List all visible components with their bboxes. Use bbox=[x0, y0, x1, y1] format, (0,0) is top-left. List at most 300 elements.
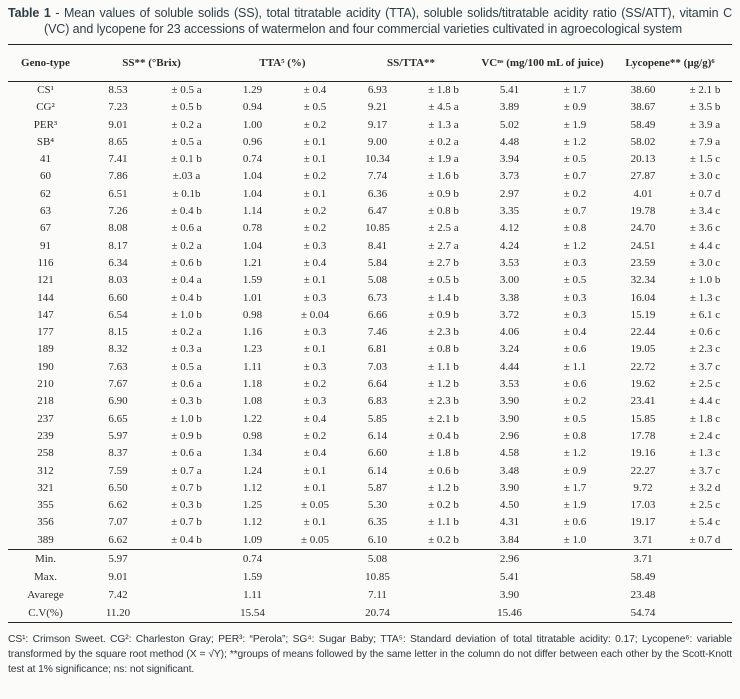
cell-sd: ± 3.2 d bbox=[689, 481, 721, 494]
cell-sd: ± 0.8 b bbox=[428, 343, 459, 356]
table-row bbox=[8, 497, 732, 514]
cell-sd: ± 0.6 b bbox=[428, 464, 459, 477]
cell-sd: ± 0.9 b bbox=[428, 187, 459, 200]
summary-value: 7.42 bbox=[108, 589, 128, 602]
cell-sd: ± 1.5 c bbox=[689, 153, 721, 166]
summary-label: Max. bbox=[34, 571, 57, 584]
cell-mean: 6.90 bbox=[108, 395, 128, 408]
table-row bbox=[8, 445, 732, 462]
data-table bbox=[8, 44, 732, 623]
cell-mean: 6.50 bbox=[108, 481, 128, 494]
summary-value: 5.97 bbox=[83, 550, 153, 569]
summary-empty bbox=[285, 586, 345, 604]
table-row bbox=[8, 324, 732, 341]
cell-sd: ± 0.6 bbox=[563, 516, 587, 529]
cell-mean: 1.16 bbox=[242, 326, 263, 339]
cell-mean: 0.94 bbox=[242, 101, 263, 114]
summary-empty bbox=[285, 568, 345, 586]
table-row bbox=[8, 203, 732, 220]
cell-sd: ± 0.2 b bbox=[428, 533, 459, 546]
cell-sd: ±.03 a bbox=[172, 170, 201, 183]
cell-sd: ± 1.0 b bbox=[171, 412, 202, 425]
cell-sd: ± 0.3 bbox=[563, 291, 587, 304]
cell-mean: 22.72 bbox=[630, 360, 656, 373]
summary-value: 15.46 bbox=[497, 607, 522, 620]
cell-mean: 17.78 bbox=[630, 429, 656, 442]
cell-mean: 8.15 bbox=[108, 326, 128, 339]
cell-mean: 8.17 bbox=[108, 239, 128, 252]
table-title-text: - Mean values of soluble solids (SS), total titratable acidity (TTA), soluble solids/titratable acidity ratio (SS/ATT), vitamin C (VC) and lycopene for 23 accessions of watermelon and four commercial varieties cultivated in agroecological system bbox=[44, 6, 732, 36]
cell-sd: ± 1.7 bbox=[563, 481, 587, 494]
table-row bbox=[8, 480, 732, 497]
cell-genotype: 63 bbox=[40, 205, 51, 218]
cell-sd: ± 1.1 bbox=[563, 360, 587, 373]
cell-mean: 1.04 bbox=[242, 187, 263, 200]
cell-sd: ± 1.2 b bbox=[428, 378, 459, 391]
cell-sd: ± 4.4 c bbox=[689, 239, 721, 252]
cell-genotype: 389 bbox=[37, 533, 54, 546]
cell-mean: 8.03 bbox=[108, 274, 128, 287]
cell-sd: ± 0.5 a bbox=[171, 135, 202, 148]
cell-mean: 1.21 bbox=[242, 256, 263, 269]
cell-sd: ± 0.05 bbox=[300, 533, 330, 546]
cell-sd: ± 0.1 bbox=[303, 274, 327, 287]
cell-sd: ± 0.8 b bbox=[428, 205, 459, 218]
cell-mean: 32.34 bbox=[630, 274, 656, 287]
cell-sd: ± 4.5 a bbox=[428, 101, 459, 114]
cell-mean: 1.11 bbox=[243, 360, 262, 373]
summary-value: 15.54 bbox=[240, 607, 265, 620]
cell-genotype: 41 bbox=[40, 153, 51, 166]
cell-sd: ± 0.3 bbox=[303, 360, 327, 373]
cell-sd: ± 0.6 a bbox=[171, 447, 202, 460]
table-row bbox=[8, 393, 732, 410]
cell-mean: 3.90 bbox=[499, 412, 520, 425]
cell-sd: ± 0.3 b bbox=[171, 395, 202, 408]
cell-mean: 1.24 bbox=[242, 464, 263, 477]
header-ss-tta-ratio: SS/TTA** bbox=[345, 45, 477, 82]
cell-sd: ± 0.3 b bbox=[171, 499, 202, 512]
cell-mean: 7.59 bbox=[108, 464, 128, 477]
cell-mean: 6.34 bbox=[108, 256, 128, 269]
cell-sd: ± 3.5 b bbox=[689, 101, 721, 114]
cell-mean: 9.00 bbox=[367, 135, 388, 148]
summary-value: 3.71 bbox=[608, 550, 678, 569]
cell-sd: ± 0.9 b bbox=[428, 308, 459, 321]
cell-mean: 3.35 bbox=[499, 205, 520, 218]
cell-sd: ± 0.5 a bbox=[171, 84, 202, 96]
cell-mean: 6.60 bbox=[367, 447, 388, 460]
cell-sd: ± 1.9 a bbox=[428, 153, 459, 166]
cell-mean: 6.66 bbox=[367, 308, 388, 321]
summary-empty bbox=[542, 604, 608, 623]
summary-value: 3.90 bbox=[499, 589, 520, 602]
cell-mean: 6.81 bbox=[367, 343, 388, 356]
table-row bbox=[8, 463, 732, 480]
cell-mean: 6.10 bbox=[367, 533, 388, 546]
cell-mean: 3.89 bbox=[499, 101, 520, 114]
summary-label: Avarege bbox=[27, 589, 64, 602]
summary-empty bbox=[678, 568, 732, 586]
table-header bbox=[8, 45, 732, 82]
header-genotype: Geno-type bbox=[8, 45, 83, 82]
cell-mean: 19.16 bbox=[630, 447, 656, 460]
cell-mean: 3.72 bbox=[499, 308, 520, 321]
cell-sd: ± 0.1b bbox=[172, 187, 201, 200]
cell-mean: 24.70 bbox=[630, 222, 656, 235]
cell-mean: 3.71 bbox=[633, 533, 653, 546]
cell-sd: ± 0.6 c bbox=[689, 326, 721, 339]
cell-sd: ± 1.7 bbox=[563, 84, 587, 96]
cell-sd: ± 0.5 bbox=[563, 153, 587, 166]
cell-mean: 4.06 bbox=[499, 326, 520, 339]
cell-sd: ± 0.1 b bbox=[171, 153, 202, 166]
header-row bbox=[8, 45, 732, 82]
cell-mean: 1.18 bbox=[242, 378, 263, 391]
cell-sd: ± 1.3 c bbox=[689, 447, 721, 460]
cell-sd: ± 2.1 b bbox=[689, 84, 721, 96]
cell-mean: 1.08 bbox=[242, 395, 263, 408]
cell-sd: ± 0.2 a bbox=[428, 135, 459, 148]
cell-mean: 6.93 bbox=[367, 84, 388, 96]
cell-mean: 27.87 bbox=[630, 170, 656, 183]
cell-genotype: 321 bbox=[37, 481, 54, 494]
cell-sd: ± 2.1 b bbox=[428, 412, 459, 425]
cell-genotype: 190 bbox=[37, 360, 54, 373]
cell-sd: ± 1.8 b bbox=[428, 84, 459, 96]
cell-mean: 6.36 bbox=[367, 187, 388, 200]
cell-mean: 5.84 bbox=[367, 256, 388, 269]
cell-sd: ± 2.5 c bbox=[689, 499, 721, 512]
cell-sd: ± 0.5 bbox=[303, 101, 327, 114]
cell-sd: ± 0.5 b bbox=[171, 101, 202, 114]
cell-sd: ± 1.4 b bbox=[428, 291, 459, 304]
cell-genotype: CS¹ bbox=[37, 84, 54, 96]
cell-mean: 1.59 bbox=[242, 274, 263, 287]
cell-mean: 23.59 bbox=[630, 256, 656, 269]
cell-sd: ± 2.3 c bbox=[689, 343, 721, 356]
cell-sd: ± 0.1 bbox=[303, 481, 327, 494]
cell-sd: ± 0.5 a bbox=[171, 360, 202, 373]
cell-sd: ± 0.4 bbox=[303, 84, 327, 96]
cell-genotype: 60 bbox=[40, 170, 51, 183]
cell-sd: ± 3.9 a bbox=[689, 118, 721, 131]
cell-genotype: 239 bbox=[37, 429, 54, 442]
cell-mean: 0.78 bbox=[242, 222, 263, 235]
cell-sd: ± 0.6 a bbox=[171, 222, 202, 235]
cell-genotype: 356 bbox=[37, 516, 54, 529]
cell-sd: ± 4.4 c bbox=[689, 395, 721, 408]
cell-sd: ± 0.9 bbox=[563, 101, 587, 114]
cell-mean: 4.44 bbox=[499, 360, 520, 373]
cell-mean: 1.09 bbox=[242, 533, 263, 546]
cell-genotype: 62 bbox=[40, 187, 51, 200]
summary-empty bbox=[542, 550, 608, 569]
cell-mean: 3.90 bbox=[499, 395, 520, 408]
cell-mean: 7.03 bbox=[367, 360, 388, 373]
cell-mean: 38.67 bbox=[630, 101, 656, 114]
cell-sd: ± 0.4 b bbox=[171, 533, 202, 546]
summary-empty bbox=[410, 550, 477, 569]
cell-mean: 7.41 bbox=[108, 153, 128, 166]
cell-sd: ± 3.7 c bbox=[689, 360, 721, 373]
header-ss: SS** (°Brix) bbox=[83, 45, 220, 82]
cell-sd: ± 0.7 bbox=[563, 170, 587, 183]
cell-mean: 22.27 bbox=[630, 464, 656, 477]
cell-mean: 3.38 bbox=[499, 291, 520, 304]
table-row bbox=[8, 428, 732, 445]
cell-mean: 7.23 bbox=[108, 101, 128, 114]
cell-mean: 4.31 bbox=[499, 516, 520, 529]
cell-sd: ± 1.9 bbox=[563, 118, 587, 131]
cell-mean: 4.24 bbox=[499, 239, 520, 252]
cell-sd: ± 1.2 bbox=[563, 135, 587, 148]
table-row bbox=[8, 117, 732, 134]
cell-mean: 5.08 bbox=[367, 274, 388, 287]
cell-sd: ± 0.04 bbox=[300, 308, 330, 321]
cell-sd: ± 0.4 bbox=[303, 447, 327, 460]
cell-sd: ± 2.3 b bbox=[428, 326, 459, 339]
summary-empty bbox=[285, 604, 345, 623]
cell-sd: ± 0.6 a bbox=[171, 378, 202, 391]
summary-empty bbox=[153, 604, 220, 623]
cell-sd: ± 0.4 a bbox=[171, 274, 202, 287]
table-row bbox=[8, 82, 732, 100]
cell-genotype: 177 bbox=[37, 326, 54, 339]
summary-value: 2.96 bbox=[477, 550, 542, 569]
cell-sd: ± 1.2 b bbox=[428, 481, 459, 494]
cell-sd: ± 0.4 b bbox=[171, 291, 202, 304]
cell-genotype: 355 bbox=[37, 499, 54, 512]
cell-mean: 3.53 bbox=[499, 256, 520, 269]
cell-sd: ± 1.0 bbox=[563, 533, 587, 546]
cell-sd: ± 1.6 b bbox=[428, 170, 459, 183]
cell-mean: 22.44 bbox=[630, 326, 656, 339]
cell-sd: ± 2.3 b bbox=[428, 395, 459, 408]
cell-mean: 1.12 bbox=[242, 481, 263, 494]
cell-sd: ± 3.4 c bbox=[689, 205, 721, 218]
summary-label: Min. bbox=[8, 550, 83, 569]
table-row bbox=[8, 238, 732, 255]
cell-sd: ± 2.5 c bbox=[689, 378, 721, 391]
cell-mean: 6.62 bbox=[108, 499, 128, 512]
cell-mean: 9.01 bbox=[108, 118, 128, 131]
cell-mean: 1.34 bbox=[242, 447, 263, 460]
cell-sd: ± 7.9 a bbox=[689, 135, 721, 148]
table-row bbox=[8, 411, 732, 428]
cell-sd: ± 3.0 c bbox=[689, 256, 721, 269]
cell-mean: 10.85 bbox=[365, 222, 390, 235]
cell-mean: 4.58 bbox=[499, 447, 520, 460]
cell-sd: ± 0.2 a bbox=[171, 118, 202, 131]
cell-sd: ± 5.4 c bbox=[689, 516, 721, 529]
cell-sd: ± 0.4 b bbox=[171, 205, 202, 218]
cell-sd: ± 0.2 a bbox=[171, 326, 202, 339]
header-vitamin-c: VCⁿˢ (mg/100 mL of juice) bbox=[477, 45, 608, 82]
cell-mean: 6.54 bbox=[108, 308, 128, 321]
cell-mean: 5.30 bbox=[367, 499, 388, 512]
summary-value: 5.08 bbox=[345, 550, 410, 569]
summary-value: 54.74 bbox=[630, 607, 656, 620]
cell-genotype: 189 bbox=[37, 343, 54, 356]
cell-mean: 1.25 bbox=[242, 499, 263, 512]
table-row bbox=[8, 151, 732, 168]
cell-sd: ± 0.1 bbox=[303, 187, 327, 200]
cell-mean: 58.49 bbox=[630, 118, 656, 131]
cell-genotype: 91 bbox=[40, 239, 51, 252]
table-body bbox=[8, 82, 732, 550]
cell-sd: ± 0.4 bbox=[303, 256, 327, 269]
cell-mean: 15.85 bbox=[630, 412, 656, 425]
summary-row bbox=[8, 568, 732, 586]
cell-sd: ± 1.2 bbox=[563, 239, 587, 252]
cell-sd: ± 0.7 a bbox=[171, 464, 202, 477]
cell-sd: ± 1.1 b bbox=[428, 360, 459, 373]
cell-mean: 0.96 bbox=[242, 135, 263, 148]
summary-value: 20.74 bbox=[365, 607, 390, 620]
cell-mean: 8.32 bbox=[108, 343, 128, 356]
cell-sd: ± 0.3 bbox=[303, 326, 327, 339]
cell-sd: ± 0.3 bbox=[563, 308, 587, 321]
table-title bbox=[8, 6, 732, 37]
cell-mean: 7.74 bbox=[367, 170, 388, 183]
cell-mean: 4.48 bbox=[499, 135, 520, 148]
cell-sd: ± 6.1 c bbox=[689, 308, 721, 321]
cell-sd: ± 0.9 bbox=[563, 464, 587, 477]
cell-genotype: 237 bbox=[37, 412, 54, 425]
cell-sd: ± 1.3 c bbox=[689, 291, 721, 304]
cell-sd: ± 0.6 bbox=[563, 343, 587, 356]
cell-genotype: 312 bbox=[37, 464, 54, 477]
cell-mean: 19.17 bbox=[630, 516, 656, 529]
table-row bbox=[8, 341, 732, 358]
cell-mean: 9.17 bbox=[367, 118, 388, 131]
cell-sd: ± 2.7 a bbox=[428, 239, 459, 252]
cell-sd: ± 2.7 b bbox=[428, 256, 459, 269]
cell-sd: ± 0.7 b bbox=[171, 481, 202, 494]
table-title-label: Table 1 bbox=[8, 6, 51, 20]
cell-mean: 3.84 bbox=[499, 533, 520, 546]
summary-row bbox=[8, 604, 732, 623]
cell-mean: 4.50 bbox=[499, 499, 520, 512]
cell-mean: 6.14 bbox=[367, 464, 388, 477]
cell-mean: 5.41 bbox=[499, 84, 520, 96]
summary-empty bbox=[153, 550, 220, 569]
summary-row bbox=[8, 586, 732, 604]
cell-sd: ± 0.5 b bbox=[428, 274, 459, 287]
table-row bbox=[8, 307, 732, 324]
cell-sd: ± 0.7 d bbox=[689, 187, 721, 200]
summary-empty bbox=[153, 568, 220, 586]
cell-mean: 17.03 bbox=[630, 499, 656, 512]
cell-sd: ± 0.7 d bbox=[689, 533, 721, 546]
cell-mean: 7.63 bbox=[108, 360, 128, 373]
cell-sd: ± 0.2 bbox=[563, 187, 587, 200]
cell-genotype: 144 bbox=[37, 291, 54, 304]
cell-mean: 0.98 bbox=[242, 429, 263, 442]
summary-value: 1.59 bbox=[242, 571, 263, 584]
cell-mean: 10.34 bbox=[365, 153, 390, 166]
cell-sd: ± 0.4 b bbox=[428, 429, 459, 442]
cell-sd: ± 0.05 bbox=[300, 499, 330, 512]
cell-sd: ± 0.9 b bbox=[171, 429, 202, 442]
header-lycopene: Lycopene** (µg/g)⁶ bbox=[608, 45, 732, 82]
summary-row bbox=[8, 550, 732, 569]
cell-mean: 1.29 bbox=[242, 84, 263, 96]
cell-mean: 2.96 bbox=[499, 429, 520, 442]
cell-mean: 3.53 bbox=[499, 378, 520, 391]
cell-sd: ± 0.2 bbox=[303, 118, 327, 131]
cell-sd: ± 0.7 b bbox=[171, 516, 202, 529]
summary-value: 58.49 bbox=[630, 571, 656, 584]
table-row bbox=[8, 376, 732, 393]
cell-mean: 6.47 bbox=[367, 205, 388, 218]
cell-mean: 8.37 bbox=[108, 447, 128, 460]
cell-mean: 6.14 bbox=[367, 429, 388, 442]
summary-value: 1.11 bbox=[243, 589, 262, 602]
cell-mean: 9.72 bbox=[633, 481, 653, 494]
cell-sd: ± 0.5 bbox=[563, 412, 587, 425]
summary-empty bbox=[153, 586, 220, 604]
cell-mean: 1.00 bbox=[242, 118, 263, 131]
table-row bbox=[8, 272, 732, 289]
cell-sd: ± 0.4 bbox=[303, 412, 327, 425]
cell-mean: 6.51 bbox=[108, 187, 128, 200]
cell-sd: ± 0.2 bbox=[303, 222, 327, 235]
cell-mean: 3.48 bbox=[499, 464, 520, 477]
cell-mean: 1.14 bbox=[242, 205, 263, 218]
cell-mean: 6.60 bbox=[108, 291, 128, 304]
cell-mean: 8.08 bbox=[108, 222, 128, 235]
summary-value: 9.01 bbox=[108, 571, 128, 584]
cell-sd: ± 0.7 bbox=[563, 205, 587, 218]
cell-sd: ± 0.3 a bbox=[171, 343, 202, 356]
cell-mean: 3.90 bbox=[499, 481, 520, 494]
cell-mean: 19.62 bbox=[630, 378, 656, 391]
cell-sd: ± 0.6 bbox=[563, 378, 587, 391]
cell-mean: 20.13 bbox=[630, 153, 656, 166]
cell-mean: 16.04 bbox=[630, 291, 656, 304]
summary-label: C.V(%) bbox=[28, 607, 63, 620]
cell-mean: 15.19 bbox=[630, 308, 656, 321]
cell-sd: ± 1.0 b bbox=[689, 274, 721, 287]
cell-sd: ± 0.5 bbox=[563, 274, 587, 287]
cell-sd: ± 0.1 bbox=[303, 343, 327, 356]
table-row bbox=[8, 255, 732, 272]
cell-mean: 1.22 bbox=[242, 412, 263, 425]
cell-genotype: PER³ bbox=[33, 118, 58, 131]
cell-mean: 3.73 bbox=[499, 170, 520, 183]
summary-empty bbox=[542, 568, 608, 586]
cell-genotype: 147 bbox=[37, 308, 54, 321]
cell-mean: 8.41 bbox=[367, 239, 388, 252]
cell-mean: 9.21 bbox=[367, 101, 388, 114]
table-row bbox=[8, 220, 732, 237]
summary-value: 10.85 bbox=[365, 571, 390, 584]
cell-mean: 19.78 bbox=[630, 205, 656, 218]
table-row bbox=[8, 532, 732, 550]
cell-mean: 5.02 bbox=[499, 118, 520, 131]
cell-sd: ± 1.3 a bbox=[428, 118, 459, 131]
cell-mean: 6.62 bbox=[108, 533, 128, 546]
cell-genotype: 116 bbox=[37, 256, 54, 269]
cell-sd: ± 1.9 bbox=[563, 499, 587, 512]
cell-mean: 24.51 bbox=[630, 239, 656, 252]
cell-genotype: 121 bbox=[37, 274, 54, 287]
summary-value: 0.74 bbox=[220, 550, 285, 569]
cell-mean: 1.23 bbox=[242, 343, 263, 356]
cell-mean: 5.97 bbox=[108, 429, 128, 442]
